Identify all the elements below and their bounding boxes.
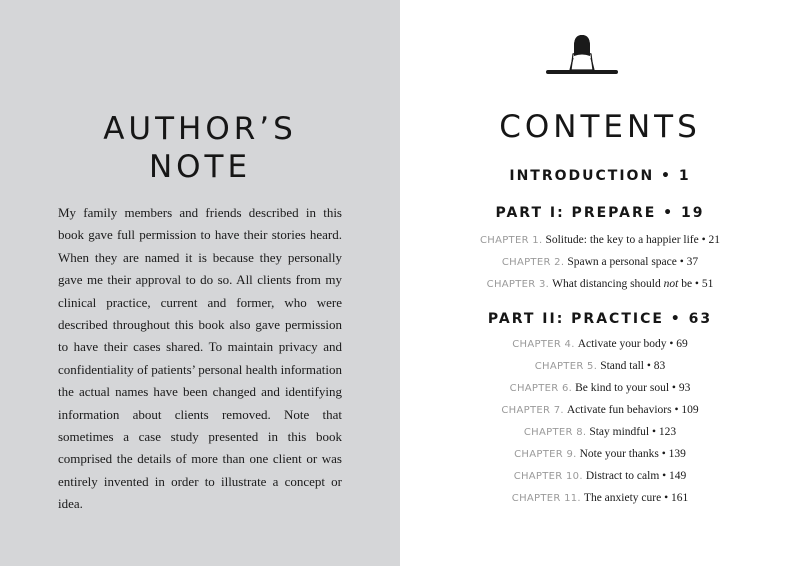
author-note-title-line1: AUTHOR’S: [103, 111, 297, 147]
chapter-label: CHAPTER 3.: [486, 279, 550, 290]
chapter-title: Activate your body • 69: [577, 338, 688, 350]
toc-chapter-10: [400, 469, 800, 484]
chapter-label: CHAPTER 11.: [511, 493, 581, 504]
toc-introduction: INTRODUCTION • 1: [509, 168, 691, 184]
chapter-title: The anxiety cure • 161: [583, 492, 689, 504]
toc-chapter-7: [400, 403, 800, 418]
chapter-label: CHAPTER 7.: [501, 405, 564, 416]
author-note-title-line2: NOTE: [148, 149, 252, 185]
chapter-title-emphasis: not: [663, 278, 679, 290]
toc-chapter-1: [400, 233, 800, 248]
chapter-label: CHAPTER 4.: [512, 339, 575, 350]
chapter-title: [552, 278, 713, 290]
person-sitting-on-bench-icon: [546, 32, 618, 78]
toc-part1-heading: PART I: PREPARE • 19: [495, 205, 705, 221]
chapter-title-part: What distancing should: [552, 278, 664, 290]
chapter-title: Distract to calm • 149: [585, 470, 687, 482]
chapter-label: CHAPTER 9.: [514, 449, 577, 460]
toc-chapter-8: [400, 425, 800, 440]
chapter-label: CHAPTER 2.: [501, 257, 565, 268]
toc-chapter-9: [400, 447, 800, 462]
chapter-title: Stand tall • 83: [600, 360, 666, 372]
author-note-title: [0, 110, 400, 186]
chapter-label: CHAPTER 10.: [513, 471, 583, 482]
chapter-title: Solitude: the key to a happier life • 21: [545, 234, 721, 246]
chapter-title: Stay mindful • 123: [589, 426, 677, 438]
toc-chapter-4: [400, 337, 800, 352]
toc-chapter-2: [400, 255, 800, 270]
chapter-title: Note your thanks • 139: [579, 448, 686, 460]
toc-chapter-11: [400, 491, 800, 506]
contents-title: CONTENTS: [499, 109, 701, 145]
chapter-title: Activate fun behaviors • 109: [566, 404, 699, 416]
chapter-title-part: be • 51: [678, 278, 714, 290]
chapter-label: CHAPTER 1.: [479, 235, 543, 246]
chapter-title: Spawn a personal space • 37: [567, 256, 699, 268]
toc-chapter-6: [400, 381, 800, 396]
chapter-label: CHAPTER 8.: [523, 427, 587, 438]
toc-chapter-5: [400, 359, 800, 374]
chapter-label: CHAPTER 6.: [509, 383, 573, 394]
right-page: [400, 0, 800, 566]
toc-chapter-3: [400, 277, 800, 292]
chapter-title: Be kind to your soul • 93: [575, 382, 691, 394]
chapter-label: CHAPTER 5.: [534, 361, 598, 372]
author-note-body: My family members and friends described in this book gave full permission to have their stories heard. When they are named it is because they personally gave me their approval to do so. All clients from my clinical practice, current and former, who were described throughout this book also gave permission to have their cases shared. To maintain privacy and confidentiality of patients’ personal health information the actual names have been changed and identifying information about clients removed. Note that sometimes a case study presented in this book comprised the details of more than one client or was entirely invented in order to illustrate a concept or idea.: [58, 205, 342, 512]
toc-part2-heading: PART II: PRACTICE • 63: [487, 311, 713, 327]
